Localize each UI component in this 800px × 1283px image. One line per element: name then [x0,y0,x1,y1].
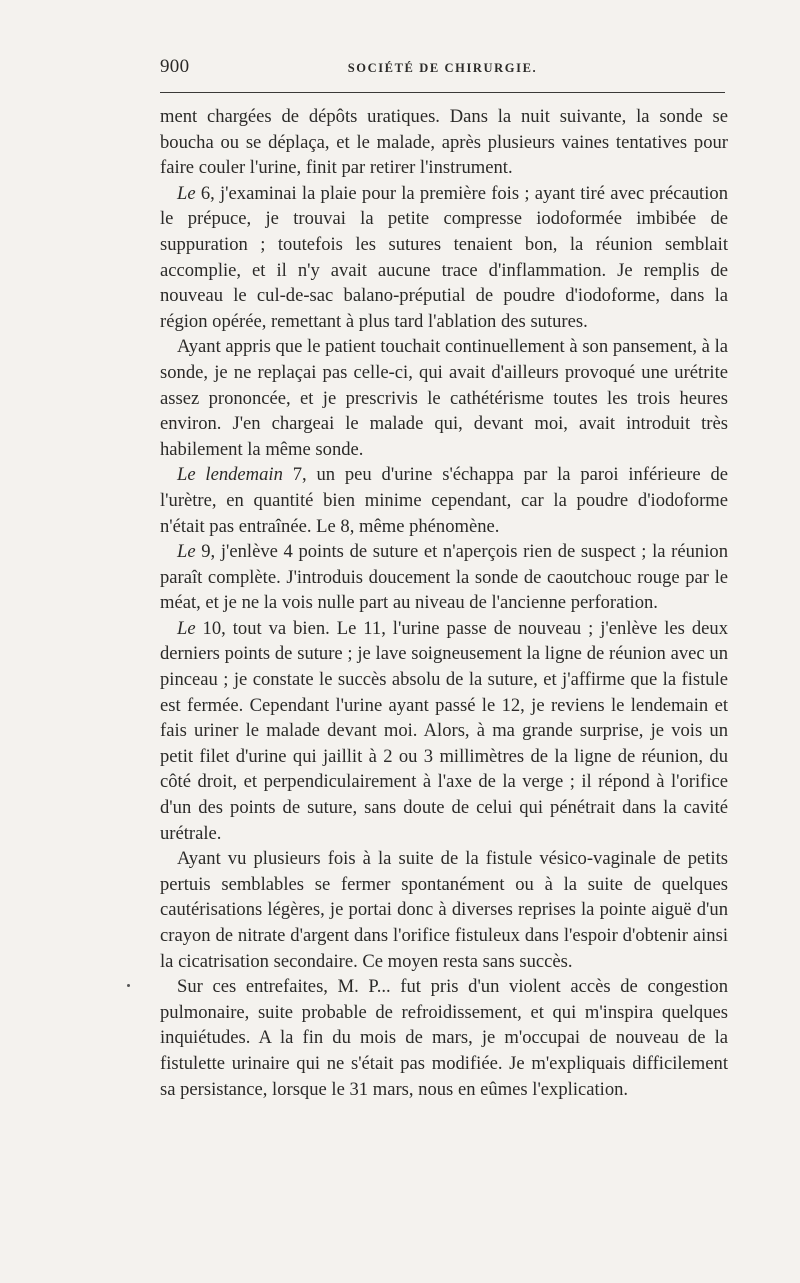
paragraph [160,846,728,974]
header-rule [160,92,725,93]
paragraph-text: 7, un peu d'urine s'échappa par la paroi inférieure de l'urètre, en quantité bien minime cependant, car la poudre d'iodoforme n'était pas entraînée. Le 8, même phénomène. [160,464,728,537]
paragraph [160,539,728,616]
paragraph-lead: Le [177,541,196,563]
paragraph [160,104,728,181]
paragraph [160,181,728,335]
running-title: SOCIÉTÉ DE CHIRURGIE. [347,61,538,75]
paragraph [160,974,728,1102]
margin-speck [127,984,130,987]
paragraph [160,616,728,846]
paragraph-text: Ayant appris que le patient touchait continuellement à son pansement, à la sonde, je ne replaçai pas celle-ci, qui avait d'ailleurs provoqué une urétrite assez prononcée, et je prescrivis le cathétérisme toutes les trois heures environ. J'en chargeai le malade qui, devant moi, avait introduit très habilement la même sonde. [160,336,728,460]
paragraph-lead: Le lendemain [177,464,283,486]
paragraph-text: ment chargées de dépôts uratiques. Dans la nuit suivante, la sonde se boucha ou se déplaça, et le malade, après plusieurs vaines tentatives pour faire couler l'urine, finit par retirer l'instrument. [160,106,728,179]
paragraph-text: Ayant vu plusieurs fois à la suite de la fistule vésico-vaginale de petits pertuis semblables se fermer spontanément ou à la suite de quelques cautérisations légères, je portai donc à diverses reprises la pointe aiguë d'un crayon de nitrate d'argent dans l'orifice fistuleux dans l'espoir d'obtenir ainsi la cicatrisation secondaire. Ce moyen resta sans succès. [160,848,728,972]
page-number: 900 [160,56,190,77]
paragraph-text: Sur ces entrefaites, M. P... fut pris d'un violent accès de congestion pulmonaire, suite probable de refroidissement, et qui m'inspira quelques inquiétudes. A la fin du mois de mars, je m'occupai de nouveau de la fistulette urinaire qui ne s'était pas modifiée. Je m'expliquais difficilement sa persistance, lorsque le 31 mars, nous en eûmes l'explication. [160,976,728,1100]
page-header [160,56,725,86]
paragraph-text: 10, tout va bien. Le 11, l'urine passe de nouveau ; j'enlève les deux derniers points de suture ; je lave soigneusement la ligne de réunion avec un pinceau ; je constate le succès absolu de la suture, et j'affirme que la fistule est fermée. Cependant l'urine ayant passé le 12, je reviens le lendemain et fais uriner le malade devant moi. Alors, à ma grande surprise, je vois un petit filet d'urine qui jaillit à 2 ou 3 millimètres de la ligne de réunion, du côté droit, et perpendiculairement à l'axe de la verge ; il répond à l'orifice d'un des points de suture, sans doute de celui qui pénétrait dans la cavité urétrale. [160,617,728,844]
paragraph [160,334,728,462]
paragraph-lead: Le [177,617,196,639]
paragraph-text: 6, j'examinai la plaie pour la première fois ; ayant tiré avec précaution le prépuce, je trouvai la petite compresse iodoformée imbibée de suppuration ; toutefois les sutures tenaient bon, la réunion semblait accomplie, et il n'y avait aucune trace d'inflammation. Je remplis de nouveau le cul-de-sac balano-préputial de poudre d'iodoforme, dans la région opérée, remettant à plus tard l'ablation des sutures. [160,182,728,332]
paragraph-lead: Le [177,182,196,204]
body-text [160,104,728,1102]
paragraph-text: 9, j'enlève 4 points de suture et n'aperçois rien de suspect ; la réunion paraît complète. J'introduis doucement la sonde de caoutchouc rouge par le méat, et je ne la vois nulle part au niveau de l'ancienne perforation. [160,541,728,614]
paragraph [160,462,728,539]
